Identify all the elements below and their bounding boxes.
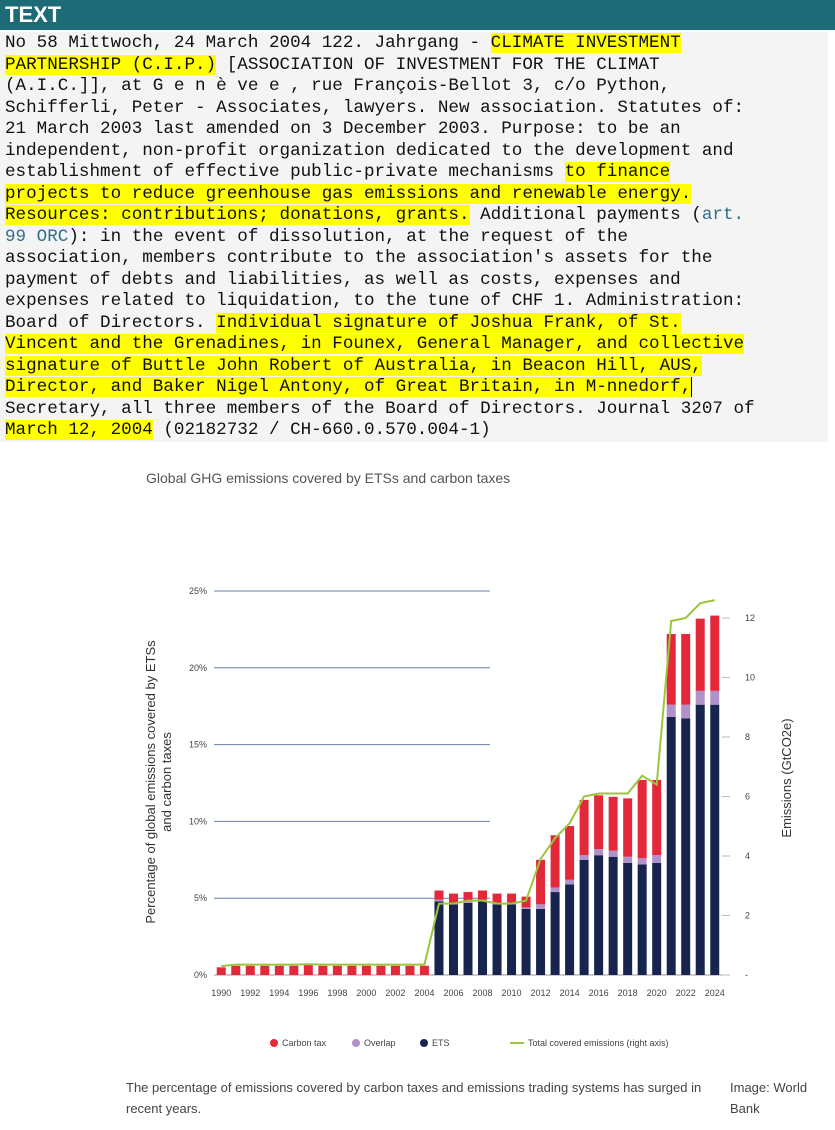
figure-caption: The percentage of emissions covered by carbon taxes and emissions trading systems has surged in recent years.: [126, 1080, 702, 1116]
x-tick-label: 1992: [240, 988, 261, 998]
bar-overlap: [710, 691, 719, 705]
legend-label: Carbon tax: [282, 1038, 327, 1048]
bar-carbon-tax: [696, 619, 705, 691]
figure-credit: Image: World Bank: [730, 1080, 808, 1116]
x-tick-label: 1996: [298, 988, 319, 998]
bar-carbon-tax: [609, 797, 618, 851]
bar-ets: [710, 705, 719, 975]
bar-carbon-tax: [449, 894, 458, 903]
bar-carbon-tax: [260, 966, 269, 975]
bar-ets: [580, 860, 589, 975]
x-tick-label: 2010: [501, 988, 522, 998]
bar-ets: [449, 904, 458, 975]
bar-carbon-tax: [623, 798, 632, 856]
bar-carbon-tax: [434, 891, 443, 900]
doc-line-6: independent, non-profit organization dedicated to the development and: [5, 140, 734, 161]
x-tick-label: 2008: [472, 988, 493, 998]
x-tick-label: 1990: [211, 988, 232, 998]
x-tick-label: 2002: [385, 988, 406, 998]
y2-tick-label: 8: [745, 732, 751, 742]
x-tick-label: 2006: [443, 988, 464, 998]
bar-carbon-tax: [652, 780, 661, 855]
bar-overlap: [536, 904, 545, 909]
doc-line-17: Director, and Baker Nigel Antony, of Great Britain, in M-nnedorf,: [5, 377, 692, 397]
doc-line-4: Schifferli, Peter - Associates, lawyers. New association. Statutes of:: [5, 97, 745, 118]
doc-line-8: projects to reduce greenhouse gas emissions and renewable energy.: [5, 183, 692, 204]
legend-marker: [352, 1039, 360, 1047]
x-tick-label: 2022: [675, 988, 696, 998]
bar-overlap: [638, 858, 647, 864]
doc-line-16: signature of Buttle John Robert of Australia, in Beacon Hill, AUS,: [5, 355, 702, 376]
bar-carbon-tax: [493, 894, 502, 903]
legend-marker: [420, 1039, 428, 1047]
y-tick-label: 25%: [188, 586, 207, 596]
bar-overlap: [551, 887, 560, 892]
legend-label: Total covered emissions (right axis): [528, 1038, 669, 1048]
bar-carbon-tax: [333, 966, 342, 975]
bar-carbon-tax: [478, 891, 487, 900]
bar-ets: [594, 855, 603, 975]
doc-line-5: 21 March 2003 last amended on 3 December 2003. Purpose: to be an: [5, 119, 681, 139]
doc-line-9: Resources: contributions; donations, grants. Additional payments (art.: [5, 205, 745, 225]
y-tick-label: 5%: [193, 893, 207, 904]
bar-overlap: [652, 855, 661, 863]
bar-carbon-tax: [391, 966, 400, 975]
bar-overlap: [594, 849, 603, 855]
bar-ets: [609, 857, 618, 975]
bar-ets: [434, 901, 443, 975]
article-link[interactable]: art.: [701, 205, 745, 225]
legend-label: Overlap: [364, 1038, 396, 1048]
bar-carbon-tax: [420, 966, 429, 975]
bar-carbon-tax: [681, 634, 690, 705]
y2-tick-label: -: [745, 970, 748, 980]
bar-ets: [623, 863, 632, 975]
doc-line-15: Vincent and the Grenadines, in Founex, General Manager, and collective: [5, 334, 745, 354]
x-tick-label: 2004: [414, 988, 435, 998]
bar-ets: [507, 904, 516, 975]
y-tick-label: 0%: [193, 970, 207, 980]
x-tick-label: 2020: [646, 988, 667, 998]
bar-carbon-tax: [507, 894, 516, 903]
doc-line-14: Board of Directors. Individual signature of Joshua Frank, of St.: [5, 312, 681, 333]
bar-ets: [551, 892, 560, 975]
doc-line-12: payment of debts and liabilities, as well as costs, expenses and: [5, 269, 681, 290]
doc-line-3: (A.I.C.]], at G e n è ve e , rue François-Bellot 3, c/o Python,: [5, 76, 671, 96]
legend-label: ETS: [432, 1038, 450, 1048]
doc-line-10: 99 ORC): in the event of dissolution, at the request of the: [5, 226, 628, 247]
bar-carbon-tax: [347, 966, 356, 975]
bar-carbon-tax: [304, 964, 313, 975]
bar-overlap: [565, 880, 574, 885]
x-tick-label: 1998: [327, 988, 348, 998]
bar-carbon-tax: [565, 826, 574, 880]
bar-ets: [565, 884, 574, 975]
y-axis-title: Percentage of global emissions covered by ETSsand carbon taxes: [143, 640, 174, 924]
bar-carbon-tax: [405, 966, 414, 975]
x-tick-label: 2000: [356, 988, 377, 998]
y2-axis-title: Emissions (GtCO2e): [779, 718, 794, 838]
bar-overlap: [609, 851, 618, 857]
bar-carbon-tax: [275, 966, 284, 975]
x-tick-label: 2012: [530, 988, 551, 998]
bar-carbon-tax: [638, 780, 647, 858]
bar-ets: [696, 705, 705, 975]
y-tick-label: 15%: [188, 739, 207, 750]
bar-carbon-tax: [289, 966, 298, 975]
bar-carbon-tax: [710, 616, 719, 691]
bar-carbon-tax: [246, 966, 255, 975]
bar-overlap: [667, 705, 676, 717]
bar-overlap: [522, 907, 531, 909]
bar-ets: [536, 909, 545, 975]
bar-carbon-tax: [231, 966, 240, 975]
bar-overlap: [623, 857, 632, 863]
bar-ets: [522, 909, 531, 975]
bar-ets: [493, 904, 502, 975]
bar-overlap: [434, 900, 443, 902]
bar-ets: [681, 718, 690, 975]
x-tick-label: 2018: [617, 988, 638, 998]
bar-overlap: [696, 691, 705, 705]
bar-ets: [464, 903, 473, 975]
y2-tick-label: 4: [745, 851, 751, 861]
bar-carbon-tax: [362, 966, 371, 975]
y2-tick-label: 12: [745, 613, 756, 623]
bar-overlap: [681, 705, 690, 719]
x-tick-label: 2016: [588, 988, 609, 998]
bar-ets: [638, 864, 647, 975]
bar-carbon-tax: [594, 795, 603, 849]
bar-ets: [667, 717, 676, 975]
doc-line-2: PARTNERSHIP (C.I.P.) [ASSOCIATION OF INVESTMENT FOR THE CLIMAT: [5, 54, 660, 75]
y2-tick-label: 2: [745, 910, 751, 921]
bar-carbon-tax: [667, 634, 676, 705]
doc-line-18: Secretary, all three members of the Board of Directors. Journal 3207 of: [5, 398, 755, 419]
bar-carbon-tax: [318, 966, 327, 975]
bar-carbon-tax: [217, 967, 226, 975]
doc-line-7: establishment of effective public-private mechanisms to finance: [5, 162, 671, 182]
bar-overlap: [580, 855, 589, 860]
y-tick-label: 20%: [188, 662, 207, 673]
bar-carbon-tax: [580, 800, 589, 855]
x-tick-label: 2024: [704, 988, 725, 998]
section-header: TEXT: [0, 0, 835, 30]
bar-ets: [652, 863, 661, 975]
article-link-cont[interactable]: 99 ORC: [5, 226, 69, 247]
bar-carbon-tax: [376, 966, 385, 975]
y-tick-label: 10%: [188, 816, 207, 827]
doc-line-11: association, members contribute to the association's assets for the: [5, 248, 713, 268]
legend-marker: [270, 1039, 278, 1047]
x-tick-label: 2014: [559, 988, 580, 998]
bar-ets: [478, 901, 487, 975]
doc-line-1: No 58 Mittwoch, 24 March 2004 122. Jahrgang - CLIMATE INVESTMENT: [5, 33, 681, 53]
y2-tick-label: 10: [745, 672, 756, 683]
figure-title: Global GHG emissions covered by ETSs and carbon taxes: [146, 470, 511, 486]
x-tick-label: 1994: [269, 988, 290, 998]
y2-tick-label: 6: [745, 791, 751, 802]
doc-line-13: expenses related to liquidation, to the tune of CHF 1. Administration:: [5, 291, 745, 311]
doc-line-19: March 12, 2004 (02182732 / CH-660.0.570.004-1): [5, 420, 491, 440]
